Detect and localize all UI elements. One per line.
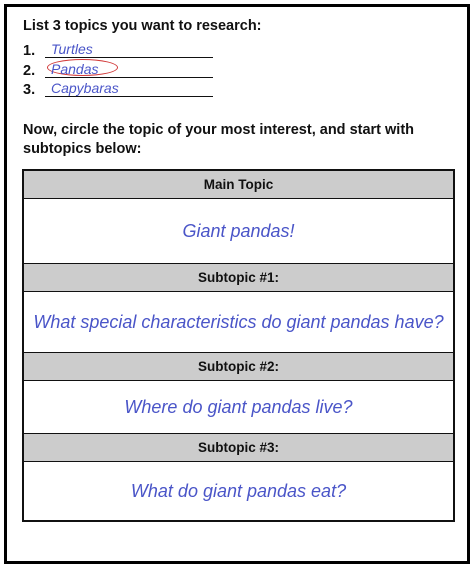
subtopic-2-header: Subtopic #2: (24, 352, 453, 381)
topic-answer: Capybaras (51, 80, 119, 96)
topic-row-3 (23, 80, 213, 98)
topic-table (22, 169, 455, 522)
answer-line (45, 77, 213, 78)
answer-line (45, 57, 213, 58)
topic-number: 1. (23, 43, 36, 59)
worksheet (4, 4, 470, 564)
topic-answer: Pandas (51, 61, 99, 77)
topic-answer: Turtles (51, 41, 93, 57)
topic-number: 2. (23, 63, 36, 79)
topic-row-1 (23, 41, 213, 59)
topic-number: 3. (23, 82, 36, 98)
main-topic-header: Main Topic (24, 171, 453, 199)
subtopic-3-header: Subtopic #3: (24, 433, 453, 462)
subtopic-1-value: What special characteristics do giant pandas have? (33, 311, 444, 332)
answer-line (45, 96, 213, 97)
instructions-text: Now, circle the topic of your most interest, and start with subtopics below: (23, 122, 415, 157)
prompt-heading: List 3 topics you want to research: (23, 18, 262, 34)
subtopic-3-value: What do giant pandas eat? (130, 480, 347, 501)
subtopic-1-header: Subtopic #1: (24, 263, 453, 292)
subtopic-2-value: Where do giant pandas live? (124, 396, 353, 417)
main-topic-value: Giant pandas! (182, 220, 295, 241)
topic-row-2 (23, 61, 213, 79)
